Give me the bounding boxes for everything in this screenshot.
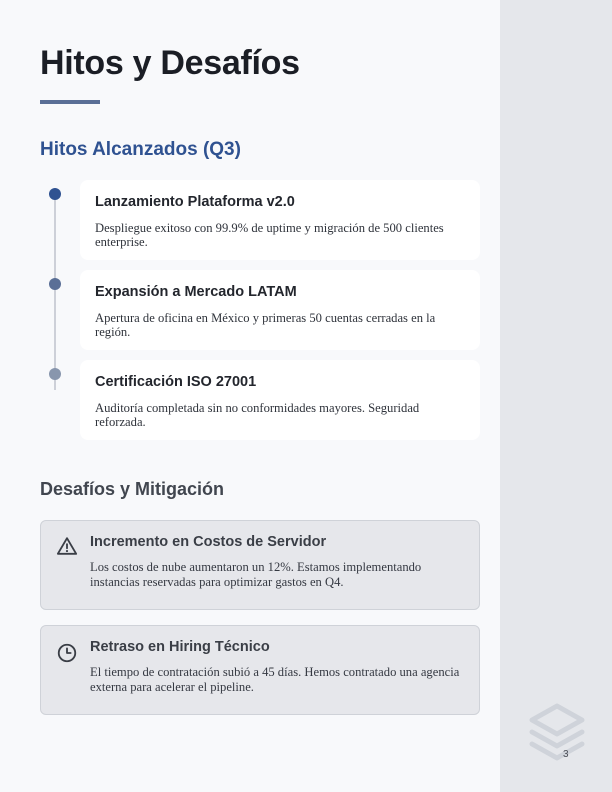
timeline-dot-icon: [49, 188, 61, 200]
timeline-dot-icon: [49, 368, 61, 380]
challenge-card: [40, 625, 480, 715]
title-underline: [40, 100, 100, 104]
warning-triangle-icon: [56, 535, 78, 557]
milestone-card: [80, 270, 480, 350]
milestone-title: Lanzamiento Plataforma v2.0: [95, 194, 295, 210]
timeline-dot-icon: [49, 278, 61, 290]
timeline-line: [54, 194, 56, 390]
decorative-sidebar: [500, 0, 612, 792]
page-number: 3: [563, 749, 569, 760]
clock-icon: [56, 642, 78, 664]
milestone-title: Expansión a Mercado LATAM: [95, 284, 297, 300]
milestone-title: Certificación ISO 27001: [95, 374, 257, 390]
challenges-heading: Desafíos y Mitigación: [40, 479, 225, 499]
layers-stack-icon: [526, 702, 588, 762]
page-title: Hitos y Desafíos: [40, 44, 300, 82]
milestone-description: Apertura de oficina en México y primeras 50 cuentas cerradas en la región.: [95, 311, 436, 339]
milestone-description: Auditoría completada sin no conformidades mayores. Seguridad reforzada.: [95, 401, 420, 429]
challenge-description: Los costos de nube aumentaron un 12%. Estamos implementando instancias reservadas para optimizar gastos en Q4.: [90, 560, 422, 589]
challenge-title: Retraso en Hiring Técnico: [90, 639, 270, 655]
milestone-description: Despliegue exitoso con 99.9% de uptime y migración de 500 clientes enterprise.: [95, 221, 444, 249]
milestone-card: [80, 180, 480, 260]
challenge-description: El tiempo de contratación subió a 45 días. Hemos contratado una agencia externa para acelerar el pipeline.: [90, 665, 460, 694]
challenge-card: [40, 520, 480, 610]
challenge-title: Incremento en Costos de Servidor: [90, 534, 327, 550]
milestone-card: [80, 360, 480, 440]
milestones-heading: Hitos Alcanzados (Q3): [40, 139, 241, 160]
